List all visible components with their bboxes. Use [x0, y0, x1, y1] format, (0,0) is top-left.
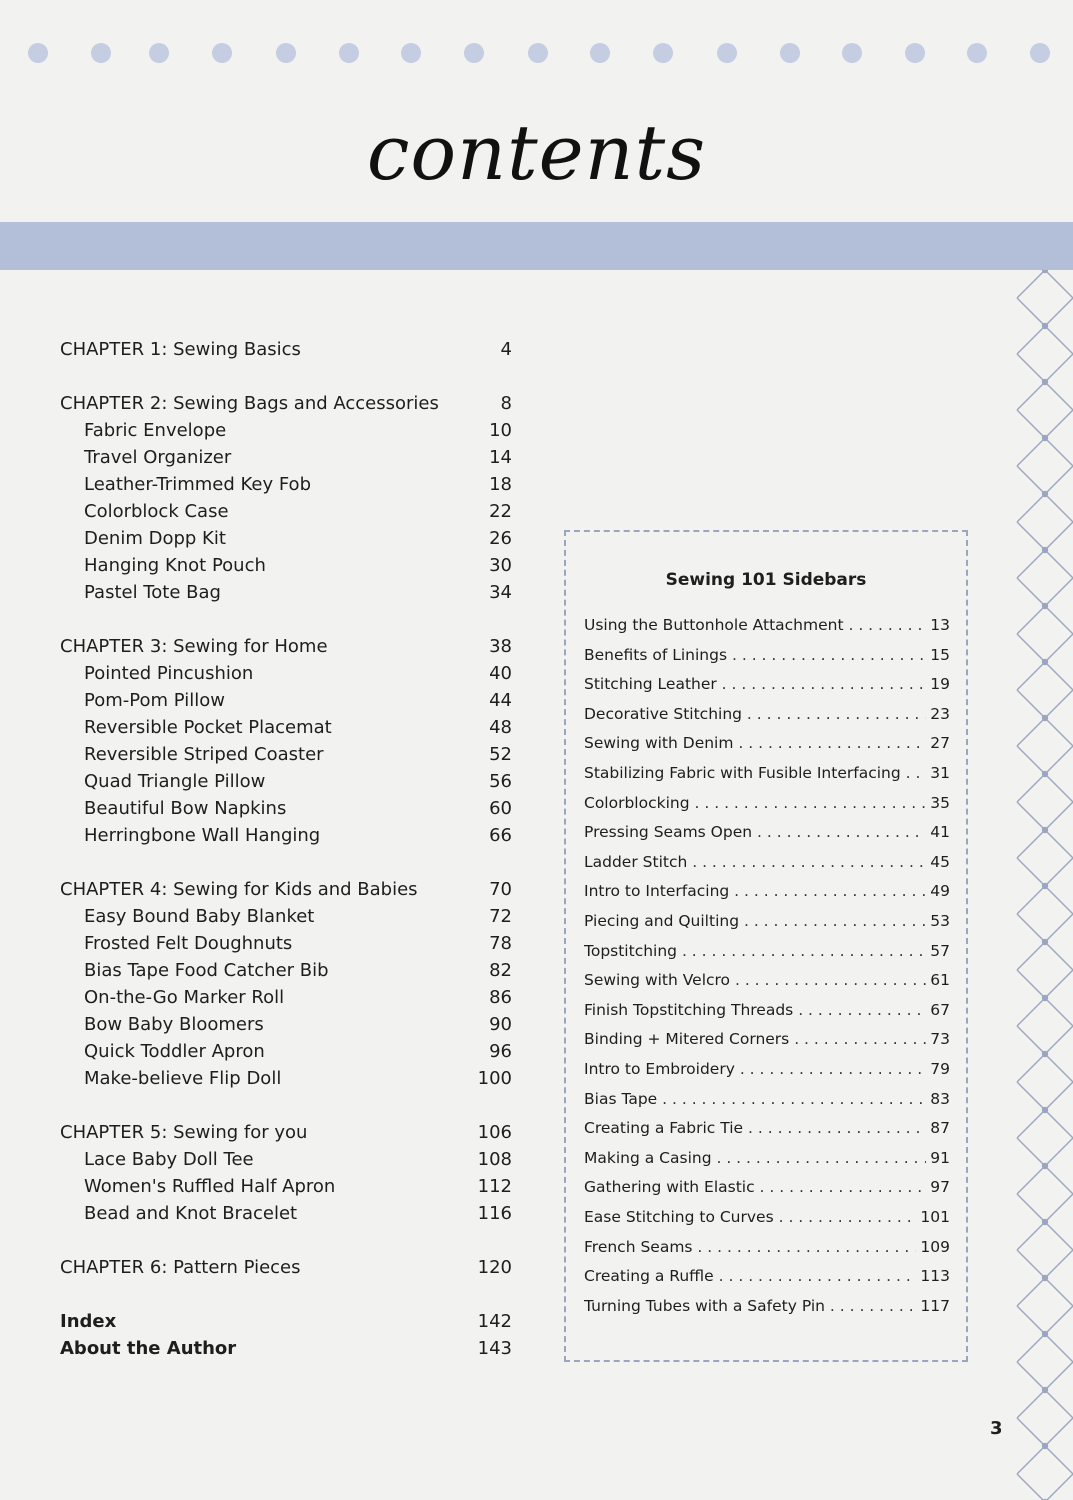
page-ref: 56	[489, 771, 512, 792]
sidebar-item-page: 31	[926, 764, 950, 782]
dot-decoration	[401, 43, 421, 63]
sidebar-item	[584, 1030, 950, 1054]
page-ref: 18	[489, 474, 512, 495]
dot-decoration	[149, 43, 169, 63]
page-ref: 106	[477, 1122, 512, 1143]
lattice-dot	[1042, 827, 1048, 833]
page-ref: 38	[489, 636, 512, 657]
page-ref: 66	[489, 825, 512, 846]
entry-title: Quick Toddler Apron	[84, 1041, 265, 1062]
sidebar-item	[584, 1238, 950, 1262]
toc-entry	[60, 1014, 512, 1040]
sidebar-item	[584, 705, 950, 729]
entry-title: Hanging Knot Pouch	[84, 555, 266, 576]
sidebar-item	[584, 1208, 950, 1232]
sidebar-item	[584, 1267, 950, 1291]
lattice-dot	[1042, 547, 1048, 553]
dot-decoration	[528, 43, 548, 63]
sidebar-item	[584, 1001, 950, 1025]
page-ref: 86	[489, 987, 512, 1008]
sidebar-item	[584, 764, 950, 788]
sidebar-item-page: 109	[916, 1238, 950, 1256]
sidebar-item-title: Creating a Ruffle . . .	[584, 1267, 950, 1285]
dot-decoration	[590, 43, 610, 63]
page-ref: 4	[500, 339, 512, 360]
dot-decoration	[717, 43, 737, 63]
lattice-dot	[1042, 939, 1048, 945]
lattice-dot	[1042, 1387, 1048, 1393]
page-ref: 52	[489, 744, 512, 765]
toc-entry	[60, 501, 512, 527]
chapter-heading	[60, 879, 418, 900]
sidebar-item-page: 73	[926, 1030, 950, 1048]
sidebar-item-page: 15	[926, 646, 950, 664]
entry-title: On-the-Go Marker Roll	[84, 987, 285, 1008]
chapter-heading	[60, 1257, 301, 1278]
sidebar-item	[584, 734, 950, 758]
sidebar-item-title: Ladder Stitch . . .	[584, 853, 950, 871]
toc-entry	[60, 906, 512, 932]
toc-entry	[60, 1176, 512, 1202]
sidebar-item-page: 91	[926, 1149, 950, 1167]
entry-title: About the Author	[60, 1338, 237, 1359]
lattice-dot	[1042, 715, 1048, 721]
sidebar-item-page: 101	[916, 1208, 950, 1226]
sidebar-item	[584, 1060, 950, 1084]
chapter-title: Sewing Bags and Accessories	[173, 393, 439, 414]
dot-decoration	[339, 43, 359, 63]
entry-title: Colorblock Case	[84, 501, 229, 522]
sidebar-item	[584, 1090, 950, 1114]
toc-chapter	[60, 1122, 512, 1148]
toc-entry	[60, 690, 512, 716]
page-ref: 72	[489, 906, 512, 927]
sidebar-item-page: 49	[926, 882, 950, 900]
chapter-heading	[60, 1122, 307, 1143]
sidebar-item-page: 79	[926, 1060, 950, 1078]
entry-title: Quad Triangle Pillow	[84, 771, 266, 792]
lattice-dot	[1042, 1163, 1048, 1169]
dot-decoration	[967, 43, 987, 63]
lattice-dot	[1042, 379, 1048, 385]
dot-decoration	[28, 43, 48, 63]
sidebar-item-title: Finish Topstitching Threads . . .	[584, 1001, 950, 1019]
entry-title: Pointed Pincushion	[84, 663, 254, 684]
dot-decoration	[91, 43, 111, 63]
lattice-segment	[1017, 270, 1073, 298]
sidebar-item-page: 19	[926, 675, 950, 693]
dot-decoration	[464, 43, 484, 63]
sidebar-item	[584, 882, 950, 906]
entry-title: Leather-Trimmed Key Fob	[84, 474, 311, 495]
toc-entry	[60, 717, 512, 743]
entry-title: Bias Tape Food Catcher Bib	[84, 960, 329, 981]
page-ref: 30	[489, 555, 512, 576]
chapter-heading	[60, 339, 301, 360]
toc-backmatter	[60, 1338, 512, 1364]
chapter-title: Pattern Pieces	[173, 1257, 301, 1278]
sidebar-item-page: 45	[926, 853, 950, 871]
lattice-dot	[1042, 491, 1048, 497]
page-ref: 108	[477, 1149, 512, 1170]
page-ref: 143	[477, 1338, 512, 1359]
sidebar-item-title: Intro to Embroidery . . .	[584, 1060, 950, 1078]
sidebar-item	[584, 971, 950, 995]
toc-chapter	[60, 1257, 512, 1283]
sidebar-item-title: Stitching Leather . . .	[584, 675, 950, 693]
page-ref: 44	[489, 690, 512, 711]
entry-title: Reversible Striped Coaster	[84, 744, 324, 765]
sidebar-item-title: Creating a Fabric Tie . . .	[584, 1119, 950, 1137]
sidebar-item-page: 113	[916, 1267, 950, 1285]
sidebar-item	[584, 1297, 950, 1321]
lattice-dot	[1042, 659, 1048, 665]
lattice-dot	[1042, 1275, 1048, 1281]
entry-title: Easy Bound Baby Blanket	[84, 906, 315, 927]
toc-entry	[60, 771, 512, 797]
page-ref: 70	[489, 879, 512, 900]
toc-entry	[60, 825, 512, 851]
sidebar-item-page: 87	[926, 1119, 950, 1137]
toc-entry	[60, 960, 512, 986]
lattice-dot	[1042, 1107, 1048, 1113]
dot-decoration	[212, 43, 232, 63]
toc-entry	[60, 555, 512, 581]
dot-decoration	[1030, 43, 1050, 63]
sidebar-item-title: Stabilizing Fabric with Fusible Interfacing . . .	[584, 764, 950, 782]
lattice-dot	[1042, 1051, 1048, 1057]
page-ref: 26	[489, 528, 512, 549]
page-ref: 82	[489, 960, 512, 981]
page-ref: 90	[489, 1014, 512, 1035]
sidebar-item-title: Gathering with Elastic . . .	[584, 1178, 950, 1196]
lattice-dot	[1042, 435, 1048, 441]
toc-entry	[60, 447, 512, 473]
toc-backmatter	[60, 1311, 512, 1337]
entry-title: Pom-Pom Pillow	[84, 690, 225, 711]
sidebar-item-title: Intro to Interfacing . . .	[584, 882, 950, 900]
sidebar-item-page: 57	[926, 942, 950, 960]
toc-entry	[60, 663, 512, 689]
sidebar-item-page: 67	[926, 1001, 950, 1019]
page-ref: 142	[477, 1311, 512, 1332]
toc-entry	[60, 528, 512, 554]
toc-entry	[60, 1041, 512, 1067]
dot-decoration	[842, 43, 862, 63]
sidebar-item-title: Colorblocking . . .	[584, 794, 950, 812]
chapter-label: CHAPTER 5:	[60, 1122, 168, 1143]
sidebar-item-title: Benefits of Linings . . .	[584, 646, 950, 664]
chapter-title: Sewing for Kids and Babies	[173, 879, 418, 900]
chapter-label: CHAPTER 1:	[60, 339, 168, 360]
toc-chapter	[60, 636, 512, 662]
page-ref: 40	[489, 663, 512, 684]
page-ref: 96	[489, 1041, 512, 1062]
toc-entry	[60, 1068, 512, 1094]
dot-decoration	[276, 43, 296, 63]
sidebar-item-page: 97	[926, 1178, 950, 1196]
entry-title: Beautiful Bow Napkins	[84, 798, 287, 819]
page-ref: 34	[489, 582, 512, 603]
sidebar-item-title: Turning Tubes with a Safety Pin . . .	[584, 1297, 950, 1315]
entry-title: Fabric Envelope	[84, 420, 227, 441]
lattice-dot	[1042, 771, 1048, 777]
sidebar-item-page: 35	[926, 794, 950, 812]
page-ref: 22	[489, 501, 512, 522]
sidebar-item-page: 23	[926, 705, 950, 723]
sidebar-item	[584, 942, 950, 966]
lattice-dot	[1042, 1331, 1048, 1337]
dot-decoration	[653, 43, 673, 63]
entry-title: Lace Baby Doll Tee	[84, 1149, 254, 1170]
entry-title: Denim Dopp Kit	[84, 528, 226, 549]
sidebar-item	[584, 616, 950, 640]
entry-title: Herringbone Wall Hanging	[84, 825, 321, 846]
entry-title: Pastel Tote Bag	[84, 582, 221, 603]
sidebar-item-title: Pressing Seams Open . . .	[584, 823, 950, 841]
sidebar-item-title: Piecing and Quilting . . .	[584, 912, 950, 930]
sidebar-item	[584, 675, 950, 699]
page-ref: 48	[489, 717, 512, 738]
lattice-border-decoration	[1015, 270, 1073, 1500]
entry-title: Make-believe Flip Doll	[84, 1068, 282, 1089]
entry-title: Bead and Knot Bracelet	[84, 1203, 298, 1224]
toc-entry	[60, 987, 512, 1013]
page-ref: 78	[489, 933, 512, 954]
sidebar-item-title: Decorative Stitching . . .	[584, 705, 950, 723]
lattice-dot	[1042, 323, 1048, 329]
toc-chapter	[60, 879, 512, 905]
chapter-label: CHAPTER 6:	[60, 1257, 168, 1278]
chapter-label: CHAPTER 2:	[60, 393, 168, 414]
sidebar-item	[584, 1119, 950, 1143]
sidebar-item-page: 13	[926, 616, 950, 634]
sidebar-item-page: 27	[926, 734, 950, 752]
page-ref: 100	[477, 1068, 512, 1089]
toc-chapter	[60, 393, 512, 419]
accent-band	[0, 222, 1073, 270]
dot-decoration	[905, 43, 925, 63]
sidebar-item-title: Topstitching . . .	[584, 942, 950, 960]
entry-title: Reversible Pocket Placemat	[84, 717, 332, 738]
lattice-dot	[1042, 1443, 1048, 1449]
entry-title: Bow Baby Bloomers	[84, 1014, 264, 1035]
sidebar-item	[584, 853, 950, 877]
chapter-title: Sewing for you	[173, 1122, 308, 1143]
sidebar-item-page: 83	[926, 1090, 950, 1108]
toc-entry	[60, 420, 512, 446]
sidebar-item-page: 117	[916, 1297, 950, 1315]
lattice-segment	[1017, 1474, 1073, 1500]
toc-entry	[60, 582, 512, 608]
sidebar-item-title: French Seams . . .	[584, 1238, 950, 1256]
entry-title: Index	[60, 1311, 117, 1332]
lattice-dot	[1042, 603, 1048, 609]
chapter-title: Sewing for Home	[173, 636, 328, 657]
chapter-label: CHAPTER 3:	[60, 636, 168, 657]
sidebar-item	[584, 1178, 950, 1202]
entry-title: Travel Organizer	[84, 447, 232, 468]
sidebar-item	[584, 646, 950, 670]
entry-title: Women's Ruffled Half Apron	[84, 1176, 336, 1197]
page-ref: 60	[489, 798, 512, 819]
lattice-dot	[1042, 883, 1048, 889]
page-title: contents	[366, 108, 707, 197]
toc-entry	[60, 1149, 512, 1175]
sidebar-item-title: Using the Buttonhole Attachment . . .	[584, 616, 950, 634]
sidebar-item-page: 53	[926, 912, 950, 930]
page-ref: 14	[489, 447, 512, 468]
page-ref: 10	[489, 420, 512, 441]
toc-entry	[60, 474, 512, 500]
sidebar-item-title: Making a Casing . . .	[584, 1149, 950, 1167]
chapter-heading	[60, 393, 439, 414]
sidebar-item	[584, 823, 950, 847]
chapter-title: Sewing Basics	[173, 339, 301, 360]
page-ref: 112	[477, 1176, 512, 1197]
dot-decoration	[780, 43, 800, 63]
page-ref: 116	[477, 1203, 512, 1224]
page-ref: 8	[500, 393, 512, 414]
toc-entry	[60, 933, 512, 959]
sidebar-item-page: 41	[926, 823, 950, 841]
polka-dot-border	[0, 36, 1073, 76]
toc-entry	[60, 1203, 512, 1229]
chapter-label: CHAPTER 4:	[60, 879, 168, 900]
sidebar-title: Sewing 101 Sidebars	[665, 570, 867, 590]
sidebar-item	[584, 912, 950, 936]
page-number: 3	[990, 1418, 1003, 1439]
sidebar-item	[584, 1149, 950, 1173]
lattice-dot	[1042, 1219, 1048, 1225]
sidebar-item-title: Sewing with Velcro . . .	[584, 971, 950, 989]
page-ref: 120	[477, 1257, 512, 1278]
sidebar-item-title: Ease Stitching to Curves . . .	[584, 1208, 950, 1226]
sidebar-item-title: Binding + Mitered Corners . . .	[584, 1030, 950, 1048]
lattice-dot	[1042, 995, 1048, 1001]
toc-entry	[60, 744, 512, 770]
entry-title: Frosted Felt Doughnuts	[84, 933, 293, 954]
sidebar-item-title: Sewing with Denim . . .	[584, 734, 950, 752]
sidebar-item	[584, 794, 950, 818]
sidebar-item-page: 61	[926, 971, 950, 989]
sewing-101-sidebar	[564, 530, 968, 1362]
toc-entry	[60, 798, 512, 824]
sidebar-item-title: Bias Tape . . .	[584, 1090, 950, 1108]
toc-chapter	[60, 339, 512, 365]
chapter-heading	[60, 636, 328, 657]
